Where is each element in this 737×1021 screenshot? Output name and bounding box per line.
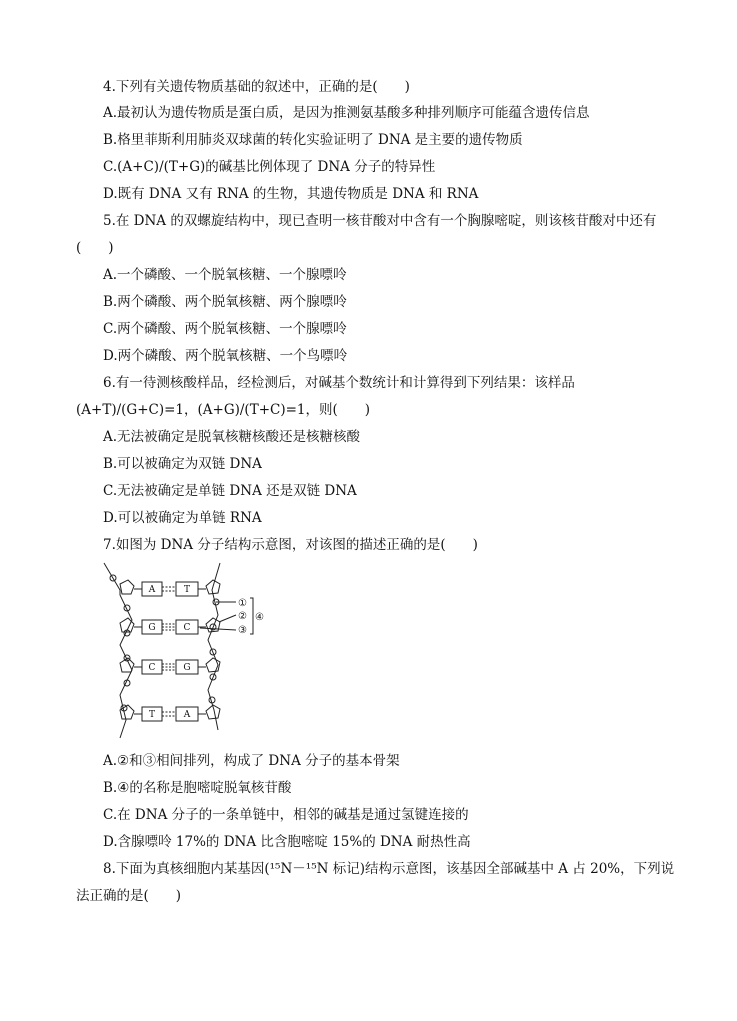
- q7-option-a[interactable]: A.②和③相间排列，构成了 DNA 分子的基本骨架: [103, 753, 400, 769]
- marker-4: ④: [255, 612, 264, 623]
- q4-option-a[interactable]: A.最初认为遗传物质是蛋白质，是因为推测氨基酸多种排列顺序可能蕴含遗传信息: [103, 105, 590, 121]
- base-letter: G: [148, 623, 156, 633]
- q6-option-b[interactable]: B.可以被确定为双链 DNA: [103, 456, 262, 472]
- q4-stem: 4.下列有关遗传物质基础的叙述中，正确的是( ): [103, 79, 410, 95]
- q5-option-b[interactable]: B.两个磷酸、两个脱氧核糖、两个腺嘌呤: [103, 294, 347, 310]
- q4-option-b[interactable]: B.格里菲斯利用肺炎双球菌的转化实验证明了 DNA 是主要的遗传物质: [103, 132, 523, 148]
- base-letter: C: [183, 623, 191, 633]
- dna-structure-diagram: [100, 560, 270, 740]
- q7-option-b[interactable]: B.④的名称是胞嘧啶脱氧核苷酸: [103, 780, 292, 796]
- q5-option-a[interactable]: A.一个磷酸、一个脱氧核糖、一个腺嘌呤: [103, 267, 347, 283]
- q5-stem: 5.在 DNA 的双螺旋结构中，现已查明一核苷酸对中含有一个胸腺嘧啶，则该核苷酸对中还有: [103, 213, 657, 229]
- q7-option-c[interactable]: C.在 DNA 分子的一条单链中，相邻的碱基是通过氢键连接的: [103, 807, 469, 823]
- right-backbone: [208, 563, 220, 730]
- marker-1: ①: [238, 598, 247, 609]
- q6-stem: 6.有一待测核酸样品，经检测后，对碱基个数统计和计算得到下列结果：该样品: [103, 375, 575, 391]
- q8-stem-cont: 法正确的是( ): [76, 888, 182, 904]
- base-letter: C: [148, 663, 156, 673]
- marker-3: ③: [238, 625, 247, 636]
- base-letter: T: [148, 710, 156, 720]
- q5-stem-cont: ( ): [76, 240, 114, 256]
- q5-option-c[interactable]: C.两个磷酸、两个脱氧核糖、一个腺嘌呤: [103, 321, 347, 337]
- left-backbone: [104, 563, 132, 738]
- q4-option-c[interactable]: C.(A+C)/(T+G)的碱基比例体现了 DNA 分子的特异性: [103, 159, 436, 175]
- q6-option-c[interactable]: C.无法被确定是单链 DNA 还是双链 DNA: [103, 483, 357, 499]
- base-letter: A: [148, 585, 156, 595]
- q8-stem: 8.下面为真核细胞内某基因(¹⁵N－¹⁵N 标记)结构示意图，该基因全部碱基中 A 占 20%，下列说: [103, 861, 675, 877]
- deoxyribose-pentagon: [120, 580, 134, 594]
- q7-stem: 7.如图为 DNA 分子结构示意图，对该图的描述正确的是( ): [103, 537, 478, 553]
- base-letter: G: [183, 663, 191, 673]
- q7-option-d[interactable]: D.含腺嘌呤 17%的 DNA 比含胞嘧啶 15%的 DNA 耐热性高: [103, 834, 471, 850]
- marker-2: ②: [238, 611, 247, 622]
- q6-option-d[interactable]: D.可以被确定为单链 RNA: [103, 510, 262, 526]
- base-letter: A: [183, 710, 191, 720]
- q6-option-a[interactable]: A.无法被确定是脱氧核糖核酸还是核糖核酸: [103, 429, 361, 445]
- q5-option-d[interactable]: D.两个磷酸、两个脱氧核糖、一个鸟嘌呤: [103, 348, 348, 364]
- q6-stem-cont: (A+T)/(G+C)=1，(A+G)/(T+C)=1，则( ): [76, 402, 371, 418]
- q4-option-d[interactable]: D.既有 DNA 又有 RNA 的生物，其遗传物质是 DNA 和 RNA: [103, 186, 479, 202]
- base-letter: T: [183, 585, 191, 595]
